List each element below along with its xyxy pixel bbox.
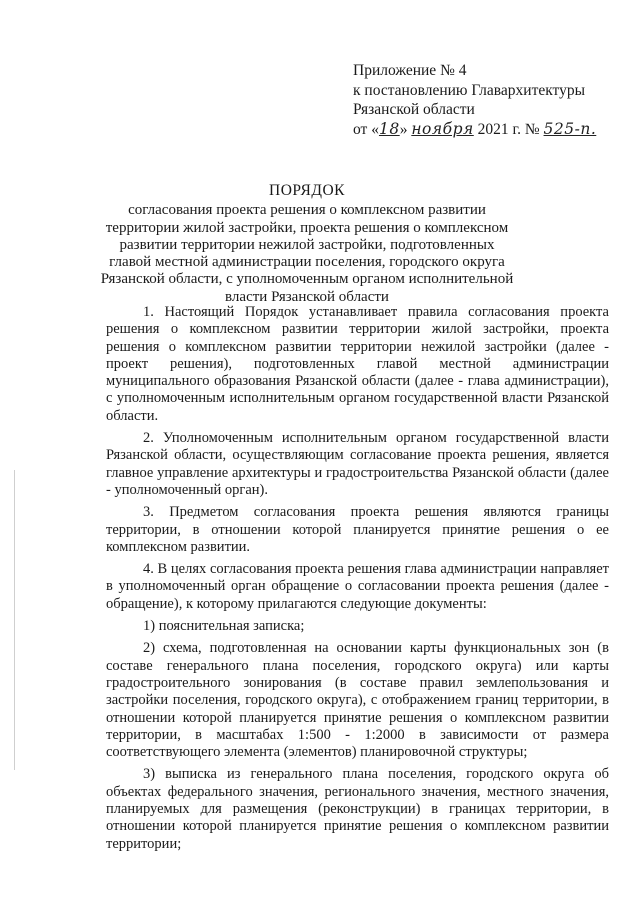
date-month-handwritten: ноября	[411, 119, 474, 138]
document-body	[106, 304, 609, 858]
paragraph-1: 1. Настоящий Порядок устанавливает правила согласования проекта решения о комплексном развитии территории жилой застройки, проекта решения о комплексном развитии территории нежилой застройки (далее - проект решения), подготовленных главой местной администрации муниципального образования Рязанской области (далее - глава администрации), с уполномоченным исполнительным органом государственной власти Рязанской области.	[106, 304, 609, 424]
date-day-handwritten: 18	[378, 119, 400, 138]
appendix-header	[353, 61, 623, 139]
date-prefix: от «	[353, 120, 379, 138]
date-year: 2021 г. №	[473, 120, 544, 138]
region-name: Рязанской области	[353, 101, 475, 118]
document-title-block	[100, 182, 514, 306]
document-subtitle: согласования проекта решения о комплексном развитии территории жилой застройки, проекта решения о комплексном развитии территории нежилой застройки, подготовленных главой местной администрации поселения, городского округа Рязанской области, с уполномоченным органом исполнительной власти Рязанской области	[100, 202, 514, 305]
resolution-number-handwritten: 525-п.	[543, 119, 597, 138]
document-title: ПОРЯДОК	[269, 182, 345, 199]
resolution-date-line	[353, 120, 623, 140]
scan-edge-artifact	[14, 470, 15, 770]
paragraph-2: 2. Уполномоченным исполнительным органом государственной власти Рязанской области, осуществляющим согласование проекта решения, является главное управление архитектуры и градостроительства Рязанской области (далее - уполномоченный орган).	[106, 430, 609, 498]
list-item-1: 1) пояснительная записка;	[143, 618, 305, 635]
paragraph-3: 3. Предметом согласования проекта решения являются границы территории, в отношении которой планируется принятие решения о ее комплексном развитии.	[106, 504, 609, 555]
date-mid: »	[399, 120, 412, 138]
appendix-number: Приложение № 4	[353, 62, 467, 79]
resolution-reference: к постановлению Главархитектуры	[353, 81, 586, 99]
list-item-3: 3) выписка из генерального плана поселения, городского округа об объектах федерального значения, регионального значения, местного значения, планируемых для размещения (реконструкции) в границах территории, в отношении которой планируется принятие решения о комплексном развитии территории;	[106, 766, 609, 852]
list-item-2: 2) схема, подготовленная на основании карты функциональных зон (в составе генерального плана поселения, городского округа) или карты градостроительного зонирования (в составе правил землепользования и застройки поселения, городского округа), с отображением границ территории, в отношении которой планируется принятие решения о комплексном развитии территории, в масштабах 1:500 - 1:2000 в зависимости от размера соответствующего элемента (элементов) планировочной структуры;	[106, 640, 609, 761]
paragraph-4: 4. В целях согласования проекта решения глава администрации направляет в уполномоченный орган обращение о согласовании проекта решения (далее - обращение), к которому прилагаются следующие документы:	[106, 561, 609, 612]
